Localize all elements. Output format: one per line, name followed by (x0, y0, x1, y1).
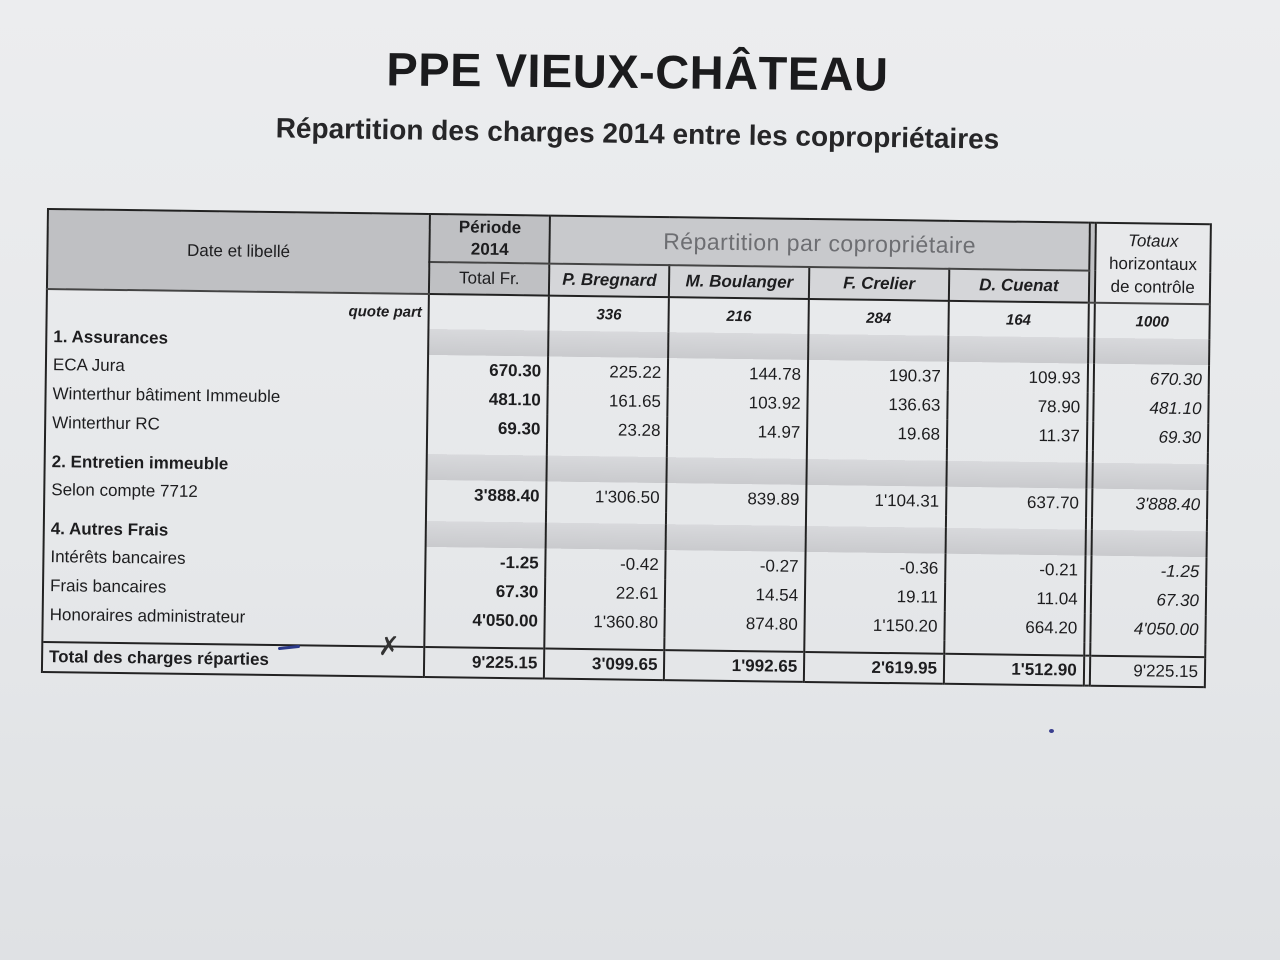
row-share: 14.97 (667, 416, 807, 447)
header-control-line1: Totaux (1127, 230, 1179, 251)
row-share: 19.68 (807, 418, 947, 449)
row-control: 69.30 (1093, 422, 1208, 452)
total-label: Total des charges réparties (42, 642, 425, 677)
row-share: -0.27 (666, 550, 806, 581)
row-share: 1'104.31 (806, 485, 946, 516)
row-total: -1.25 (425, 547, 545, 578)
row-total: 481.10 (428, 384, 548, 415)
row-share: 839.89 (666, 483, 806, 514)
row-share: -0.21 (945, 554, 1085, 585)
row-share: 874.80 (665, 608, 805, 639)
total-share: 1'992.65 (664, 650, 804, 682)
row-share: 19.11 (805, 581, 945, 612)
document-title: PPE VIEUX-CHÂTEAU (386, 42, 889, 101)
quote-part-value: 336 (549, 296, 670, 333)
row-label: Winterthur RC (45, 408, 428, 442)
header-control-line3: de contrôle (1110, 276, 1195, 297)
total-share: 1'512.90 (944, 654, 1084, 686)
row-share: 161.65 (548, 386, 668, 417)
row-share: 1'306.50 (546, 482, 666, 513)
row-share: 78.90 (947, 391, 1087, 422)
row-label: Selon compte 7712 (44, 475, 427, 509)
header-periode-line1: Période (458, 217, 522, 238)
row-control: 4'050.00 (1091, 614, 1206, 644)
row-share: 144.78 (668, 358, 808, 389)
header-owner: P. Bregnard (549, 264, 670, 298)
total-control: 9'225.15 (1090, 656, 1205, 687)
header-row-1 (47, 209, 1211, 272)
total-value: 9'225.15 (424, 647, 544, 679)
header-owner: M. Boulanger (669, 265, 809, 299)
pen-dot-mark (1049, 729, 1054, 733)
total-share: 3'099.65 (544, 649, 664, 681)
row-control: 67.30 (1091, 585, 1206, 615)
total-share: 2'619.95 (804, 652, 944, 684)
row-share: 1'360.80 (545, 607, 665, 638)
quote-part-value: 164 (948, 301, 1088, 338)
row-control: 670.30 (1094, 364, 1209, 394)
row-total: 670.30 (428, 355, 548, 386)
row-control: -1.25 (1091, 556, 1206, 586)
row-share: 11.04 (945, 583, 1085, 614)
row-label: Frais bancaires (43, 571, 426, 605)
charges-sheet (40, 208, 1212, 731)
row-share: -0.42 (546, 549, 666, 580)
header-owner: D. Cuenat (949, 269, 1089, 303)
row-share: 225.22 (548, 357, 668, 388)
row-control: 3'888.40 (1092, 489, 1207, 519)
header-control-line2: horizontaux (1108, 253, 1198, 274)
row-share: 136.63 (807, 389, 947, 420)
quote-part-label: quote part (46, 289, 429, 329)
row-label: Honoraires administrateur (42, 600, 425, 634)
row-label: ECA Jura (46, 350, 429, 384)
section-title: 4. Autres Frais (44, 516, 426, 547)
section-title: 1. Assurances (46, 324, 428, 355)
header-periode-line2: 2014 (470, 239, 509, 260)
charges-table (41, 208, 1212, 688)
quote-part-total (429, 294, 550, 331)
quote-part-value: 216 (669, 297, 809, 334)
row-control: 481.10 (1094, 393, 1209, 423)
row-total: 67.30 (425, 576, 545, 607)
header-date-libelle: Date et libellé (47, 209, 430, 294)
row-share: 664.20 (944, 612, 1084, 643)
row-total: 3'888.40 (426, 480, 546, 511)
row-share: 14.54 (665, 579, 805, 610)
row-share: -0.36 (805, 552, 945, 583)
row-share: 1'150.20 (805, 610, 945, 641)
handwritten-tick-mark: ✗ (378, 632, 400, 662)
row-label: Intérêts bancaires (43, 542, 426, 576)
row-label: Winterthur bâtiment Immeuble (45, 379, 428, 413)
row-share: 109.93 (948, 362, 1088, 393)
quote-part-value: 284 (809, 299, 949, 336)
row-share: 23.28 (547, 415, 667, 446)
document-subtitle: Répartition des charges 2014 entre les copropriétaires (275, 112, 1000, 155)
header-owner: F. Crelier (809, 267, 949, 301)
row-share: 11.37 (947, 420, 1087, 451)
header-repartition-title: Répartition par copropriétaire (550, 216, 1090, 271)
header-control (1095, 223, 1211, 304)
quote-part-control: 1000 (1095, 303, 1210, 339)
row-share: 22.61 (545, 578, 665, 609)
row-share: 190.37 (808, 360, 948, 391)
section-title: 2. Entretien immeuble (45, 449, 427, 480)
row-total: 4'050.00 (425, 605, 545, 636)
header-periode (430, 214, 551, 264)
header-total-fr: Total Fr. (429, 262, 550, 296)
row-share: 637.70 (946, 487, 1086, 518)
row-total: 69.30 (427, 413, 547, 444)
row-share: 103.92 (668, 387, 808, 418)
